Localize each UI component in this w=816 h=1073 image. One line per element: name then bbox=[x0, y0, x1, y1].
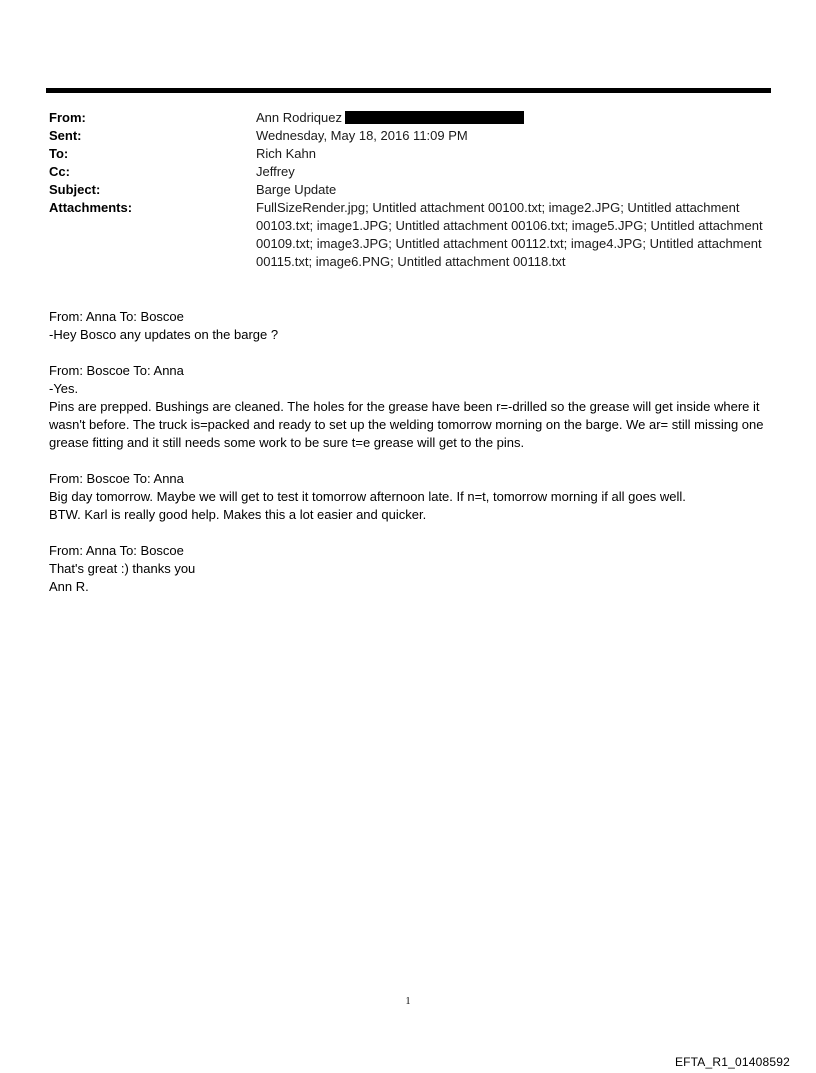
attachments-label: Attachments: bbox=[49, 200, 133, 215]
message-block bbox=[49, 308, 774, 344]
subject-value: Barge Update bbox=[256, 182, 337, 197]
message-line: From: Boscoe To: Anna bbox=[49, 471, 184, 486]
message-line: Pins are prepped. Bushings are cleaned. The holes for the grease have been r=-drilled so the grease will get inside where it wasn't before. The truck is=packed and ready to set up the welding tomorrow morning on the barge. We ar= still missing one grease fitting and it still needs some work to be sure t=e grease will get to the pins. bbox=[49, 399, 764, 450]
sent-value: Wednesday, May 18, 2016 11:09 PM bbox=[256, 128, 468, 143]
from-row bbox=[49, 109, 769, 127]
cc-row bbox=[49, 163, 769, 181]
subject-label: Subject: bbox=[49, 182, 101, 197]
message-block bbox=[49, 542, 774, 596]
message-line: -Hey Bosco any updates on the barge ? bbox=[49, 327, 279, 342]
email-body bbox=[49, 308, 774, 614]
page-number: 1 bbox=[405, 996, 411, 1007]
message-block bbox=[49, 470, 774, 524]
to-label: To: bbox=[49, 146, 69, 161]
cc-label: Cc: bbox=[49, 164, 70, 179]
cc-value: Jeffrey bbox=[256, 164, 295, 179]
message-line: Big day tomorrow. Maybe we will get to test it tomorrow afternoon late. If n=t, tomorrow morning if all goes well. bbox=[49, 489, 686, 504]
from-value bbox=[256, 109, 769, 127]
attachments-row bbox=[49, 199, 769, 271]
attachments-value: FullSizeRender.jpg; Untitled attachment 00100.txt; image2.JPG; Untitled attachment 00103.txt; image1.JPG; Untitled attachment 00106.txt; image5.JPG; Untitled attachment 00109.txt; image3.JPG; Untitled attachment 00112.txt; image4.JPG; Untitled attachment 00115.txt; image6.PNG; Untitled attachment 00118.txt bbox=[256, 200, 763, 269]
message-line: -Yes. bbox=[49, 381, 79, 396]
from-name: Ann Rodriquez bbox=[256, 110, 342, 125]
redaction-box bbox=[345, 111, 524, 124]
document-id: EFTA_R1_01408592 bbox=[674, 1055, 790, 1069]
sent-label: Sent: bbox=[49, 128, 82, 143]
message-line: From: Boscoe To: Anna bbox=[49, 363, 184, 378]
email-header bbox=[49, 109, 769, 271]
message-line: From: Anna To: Boscoe bbox=[49, 309, 184, 324]
message-line: BTW. Karl is really good help. Makes this a lot easier and quicker. bbox=[49, 507, 427, 522]
subject-row bbox=[49, 181, 769, 199]
message-line: That's great :) thanks you bbox=[49, 561, 196, 576]
to-value: Rich Kahn bbox=[256, 146, 316, 161]
message-line: From: Anna To: Boscoe bbox=[49, 543, 184, 558]
from-label: From: bbox=[49, 110, 86, 125]
message-block bbox=[49, 362, 774, 452]
to-row bbox=[49, 145, 769, 163]
header-divider bbox=[46, 88, 771, 93]
message-line: Ann R. bbox=[49, 579, 89, 594]
sent-row bbox=[49, 127, 769, 145]
